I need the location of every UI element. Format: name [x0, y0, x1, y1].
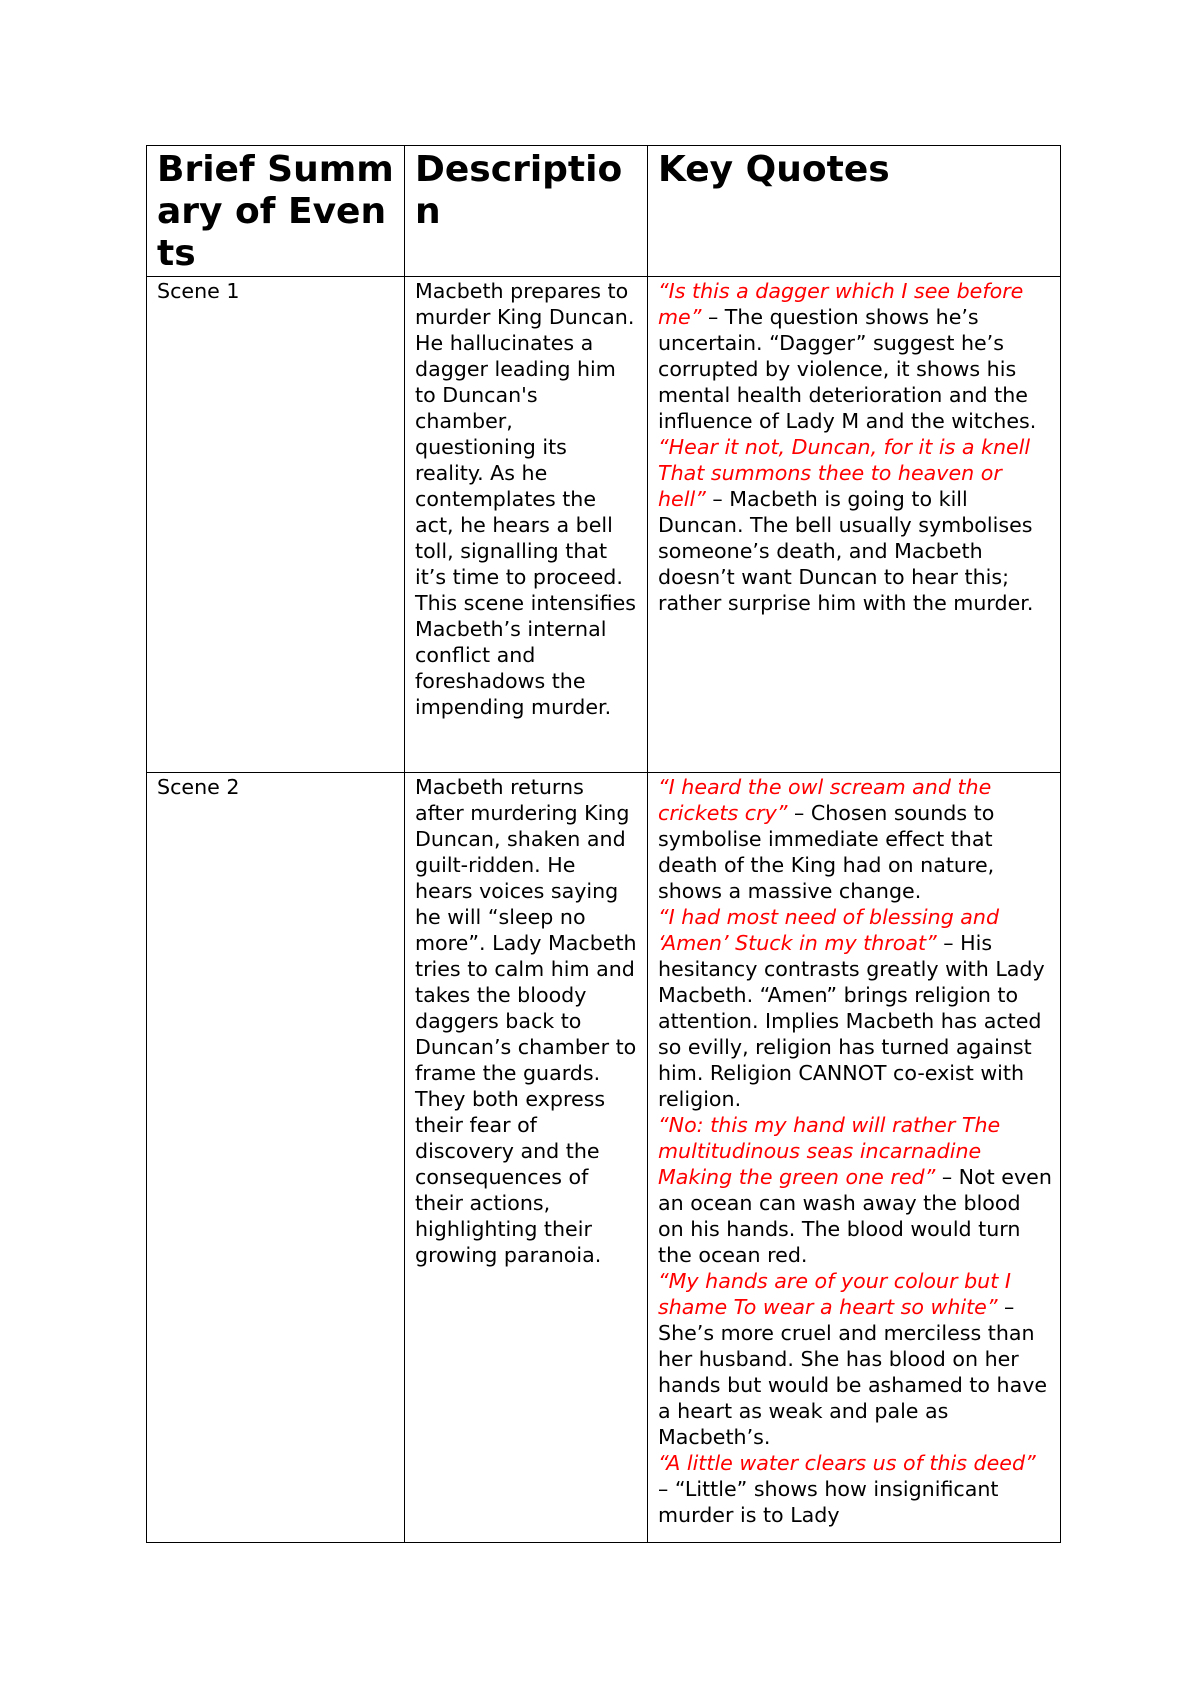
quote-entry — [658, 774, 1052, 904]
quote-entry — [658, 1112, 1052, 1268]
quote-text: “I heard the owl scream and the crickets cry” — [658, 775, 992, 825]
key-quotes-cell — [648, 773, 1061, 1543]
quote-analysis: – Not even an ocean can wash away the blood on his hands. The blood would turn the ocean red. — [658, 1165, 1052, 1267]
scene-label: Scene 2 — [147, 773, 405, 1543]
header-row — [147, 146, 1061, 277]
quote-entry — [658, 1450, 1052, 1528]
quote-entry — [658, 434, 1052, 616]
scene-description: Macbeth returns after murdering King Duncan, shaken and guilt-ridden. He hears voices saying he will “sleep no more”. Lady Macbeth tries to calm him and takes the bloody daggers back to Duncan’s chamber to frame the guards. They both express their fear of discovery and the consequences of their actions, highlighting their growing paranoia. — [405, 773, 648, 1543]
quote-text: “My hands are of your colour but I shame To wear a heart so white” — [658, 1269, 1011, 1319]
header-brief-summary: Brief Summary of Events — [147, 146, 405, 277]
quote-analysis: – Macbeth is going to kill Duncan. The bell usually symbolises someone’s death, and Macbeth doesn’t want Duncan to hear this; rather surprise him with the murder. — [658, 487, 1034, 615]
scene-label: Scene 1 — [147, 277, 405, 773]
quote-analysis: – She’s more cruel and merciless than her husband. She has blood on her hands but would be ashamed to have a heart as weak and pale as Macbeth’s. — [658, 1295, 1048, 1449]
quote-entry — [658, 1268, 1052, 1450]
quote-analysis: – Chosen sounds to symbolise immediate effect that death of the King had on nature, shows a massive change. — [658, 801, 995, 903]
quote-analysis: – His hesitancy contrasts greatly with Lady Macbeth. “Amen” brings religion to attention. Implies Macbeth has acted so evilly, religion has turned against him. Religion CANNOT co-exist with religion. — [658, 931, 1045, 1111]
quote-analysis: – The question shows he’s uncertain. “Dagger” suggest he’s corrupted by violence, it shows his mental health deterioration and the influence of Lady M and the witches. — [658, 305, 1037, 433]
scene-description: Macbeth prepares to murder King Duncan. He hallucinates a dagger leading him to Duncan's chamber, questioning its reality. As he contemplates the act, he hears a bell toll, signalling that it’s time to proceed. This scene intensifies Macbeth’s internal conflict and foreshadows the impending murder. — [405, 277, 648, 773]
quote-text: “A little water clears us of this deed” — [658, 1451, 1036, 1475]
scene-summary-table — [146, 145, 1061, 1543]
header-key-quotes: Key Quotes — [648, 146, 1061, 277]
quote-text: “Is this a dagger which I see before me” — [658, 279, 1024, 329]
quote-text: “No: this my hand will rather The multitudinous seas incarnadine Making the green one red” — [658, 1113, 1001, 1189]
header-description: Descriptio n — [405, 146, 648, 277]
key-quotes-cell — [648, 277, 1061, 773]
quote-entry — [658, 278, 1052, 434]
quote-analysis: – “Little” shows how insignificant murder is to Lady — [658, 1477, 999, 1527]
table-row — [147, 277, 1061, 773]
quote-entry — [658, 904, 1052, 1112]
quote-text: “Hear it not, Duncan, for it is a knell That summons thee to heaven or hell” — [658, 435, 1031, 511]
table-row — [147, 773, 1061, 1543]
quote-text: “I had most need of blessing and ‘Amen’ Stuck in my throat” — [658, 905, 1000, 955]
